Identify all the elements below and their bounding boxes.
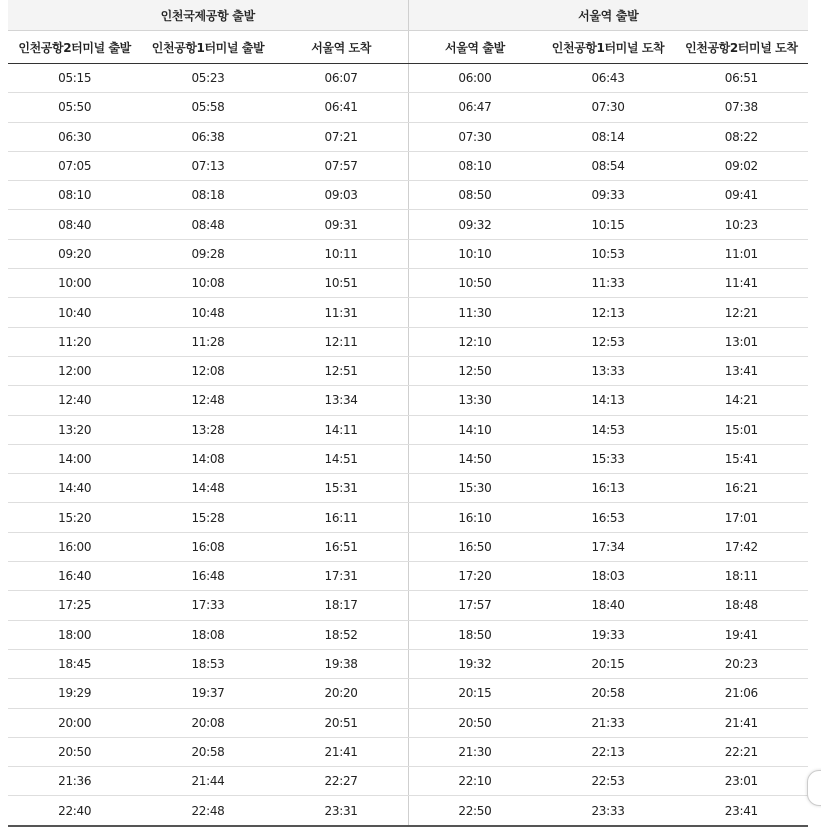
table-row	[8, 532, 808, 561]
time-cell-seoul-depart: 19:32	[408, 649, 541, 678]
time-cell-t2-arrival: 16:21	[675, 474, 808, 503]
time-cell-t2-arrival: 15:01	[675, 415, 808, 444]
time-cell-t1-arrival: 11:33	[541, 269, 674, 298]
time-cell-seoul-depart: 17:20	[408, 562, 541, 591]
time-cell-seoul-depart: 21:30	[408, 737, 541, 766]
table-row	[8, 796, 808, 826]
time-cell-t1-departure: 10:48	[141, 298, 274, 327]
time-cell-t1-arrival: 14:13	[541, 386, 674, 415]
time-cell-seoul-depart: 14:10	[408, 415, 541, 444]
time-cell-t1-arrival: 12:13	[541, 298, 674, 327]
time-cell-t2-departure: 05:15	[8, 64, 141, 93]
time-cell-t1-departure: 15:28	[141, 503, 274, 532]
time-cell-t1-departure: 09:28	[141, 239, 274, 268]
time-cell-t1-departure: 10:08	[141, 269, 274, 298]
time-cell-seoul-depart: 10:10	[408, 239, 541, 268]
time-cell-t2-departure: 16:40	[8, 562, 141, 591]
time-cell-t2-arrival: 13:41	[675, 356, 808, 385]
time-cell-t2-arrival: 09:02	[675, 151, 808, 180]
time-cell-seoul-arrival: 09:03	[275, 181, 408, 210]
time-cell-seoul-depart: 10:50	[408, 269, 541, 298]
time-cell-seoul-arrival: 07:57	[275, 151, 408, 180]
time-cell-seoul-arrival: 09:31	[275, 210, 408, 239]
time-cell-seoul-arrival: 12:11	[275, 327, 408, 356]
time-cell-t1-departure: 22:48	[191, 803, 225, 818]
time-cell-seoul-arrival: 10:51	[275, 269, 408, 298]
time-cell-t2-arrival: 12:21	[675, 298, 808, 327]
time-cell-seoul-arrival: 14:11	[275, 415, 408, 444]
time-cell-t1-departure: 11:28	[141, 327, 274, 356]
time-cell-seoul-arrival: 20:20	[275, 679, 408, 708]
time-cell-t1-departure: 18:08	[141, 620, 274, 649]
time-cell-t2-arrival: 09:41	[675, 181, 808, 210]
time-cell-t2-departure: 12:40	[8, 386, 141, 415]
time-cell-t2-departure: 21:36	[8, 767, 141, 796]
time-cell-seoul-depart: 07:30	[408, 122, 541, 151]
time-cell-seoul-arrival: 12:51	[275, 356, 408, 385]
time-cell-t2-departure: 08:40	[8, 210, 141, 239]
table-row	[8, 708, 808, 737]
floating-scroll-button[interactable]	[807, 770, 821, 806]
time-cell-t2-departure: 19:29	[8, 679, 141, 708]
time-cell-t1-arrival: 14:53	[541, 415, 674, 444]
time-cell-t2-arrival: 23:41	[724, 803, 758, 818]
time-cell-t1-arrival: 07:30	[541, 93, 674, 122]
time-cell-seoul-arrival: 17:31	[275, 562, 408, 591]
time-cell-seoul-arrival: 22:27	[275, 767, 408, 796]
time-cell-t2-departure: 10:40	[8, 298, 141, 327]
timetable-header	[8, 0, 808, 64]
time-cell-t1-arrival: 17:34	[541, 532, 674, 561]
time-cell-t2-arrival: 22:21	[675, 737, 808, 766]
table-row	[8, 767, 808, 796]
column-header-seoul-depart: 서울역 출발	[408, 31, 541, 64]
time-cell-t1-arrival: 18:03	[541, 562, 674, 591]
table-row	[8, 503, 808, 532]
time-cell-t1-arrival: 21:33	[541, 708, 674, 737]
time-cell-seoul-depart: 17:57	[408, 591, 541, 620]
time-cell-seoul-depart: 09:32	[408, 210, 541, 239]
time-cell-t1-arrival: 20:15	[541, 649, 674, 678]
time-cell-t1-arrival: 10:53	[541, 239, 674, 268]
time-cell-seoul-arrival: 16:11	[275, 503, 408, 532]
time-cell-t1-arrival: 10:15	[541, 210, 674, 239]
time-cell-t1-departure: 14:08	[141, 444, 274, 473]
time-cell-t1-departure: 20:08	[141, 708, 274, 737]
time-cell-seoul-depart: 08:50	[408, 181, 541, 210]
time-cell-t2-arrival: 19:41	[675, 620, 808, 649]
time-cell-t2-departure: 05:50	[8, 93, 141, 122]
table-row	[8, 649, 808, 678]
time-cell-t1-arrival: 22:53	[541, 767, 674, 796]
time-cell-t2-departure: 12:00	[8, 356, 141, 385]
time-cell-t2-arrival: 07:38	[675, 93, 808, 122]
time-cell-seoul-arrival: 13:34	[275, 386, 408, 415]
time-cell-t2-departure: 13:20	[8, 415, 141, 444]
time-cell-seoul-arrival: 16:51	[275, 532, 408, 561]
time-cell-t2-arrival: 11:41	[675, 269, 808, 298]
time-cell-t2-departure: 07:05	[8, 151, 141, 180]
time-cell-t2-departure: 20:00	[8, 708, 141, 737]
time-cell-seoul-depart: 06:47	[408, 93, 541, 122]
time-cell-t1-arrival: 09:33	[541, 181, 674, 210]
table-row	[8, 620, 808, 649]
time-cell-t1-departure: 05:58	[141, 93, 274, 122]
time-cell-seoul-depart: 15:30	[408, 474, 541, 503]
time-cell-t1-departure: 16:08	[141, 532, 274, 561]
time-cell-seoul-depart: 16:10	[408, 503, 541, 532]
table-row	[8, 327, 808, 356]
time-cell-seoul-depart: 16:50	[408, 532, 541, 561]
time-cell-seoul-depart: 22:10	[408, 767, 541, 796]
time-cell-t2-departure: 22:40	[58, 803, 92, 818]
table-row	[8, 386, 808, 415]
time-cell-t1-arrival: 16:53	[541, 503, 674, 532]
time-cell-t2-arrival: 20:23	[675, 649, 808, 678]
time-cell-t1-departure: 13:28	[141, 415, 274, 444]
time-cell-t2-arrival: 13:01	[675, 327, 808, 356]
column-header-t2-arrival: 인천공항2터미널 도착	[675, 31, 808, 64]
table-row	[8, 181, 808, 210]
time-cell-t2-arrival: 14:21	[675, 386, 808, 415]
time-cell-seoul-depart: 18:50	[408, 620, 541, 649]
time-cell-t2-departure: 11:20	[8, 327, 141, 356]
time-cell-t1-arrival: 20:58	[541, 679, 674, 708]
time-cell-t1-departure: 06:38	[141, 122, 274, 151]
time-cell-t1-arrival: 18:40	[541, 591, 674, 620]
time-cell-seoul-arrival: 21:41	[275, 737, 408, 766]
time-cell-seoul-depart: 08:10	[408, 151, 541, 180]
time-cell-t2-arrival: 21:06	[675, 679, 808, 708]
time-cell-seoul-arrival: 06:41	[275, 93, 408, 122]
time-cell-t1-arrival: 15:33	[541, 444, 674, 473]
time-cell-t2-arrival: 17:42	[675, 532, 808, 561]
time-cell-t2-departure: 14:40	[8, 474, 141, 503]
time-cell-seoul-arrival: 20:51	[275, 708, 408, 737]
table-row	[8, 239, 808, 268]
time-cell-t2-departure: 15:20	[8, 503, 141, 532]
time-cell-seoul-depart: 12:50	[408, 356, 541, 385]
table-row	[8, 415, 808, 444]
time-cell-t2-departure: 18:45	[8, 649, 141, 678]
table-row	[8, 444, 808, 473]
time-cell-t1-departure: 21:44	[141, 767, 274, 796]
time-cell-seoul-arrival: 15:31	[275, 474, 408, 503]
time-cell-t2-arrival: 18:11	[675, 562, 808, 591]
column-header-row	[8, 31, 808, 64]
group-header-seoul-departure: 서울역 출발	[408, 0, 808, 31]
time-cell-t2-departure: 20:50	[8, 737, 141, 766]
time-cell-t2-arrival: 11:01	[675, 239, 808, 268]
time-cell-t2-departure: 14:00	[8, 444, 141, 473]
time-cell-t2-departure: 06:30	[8, 122, 141, 151]
time-cell-t1-arrival: 22:13	[541, 737, 674, 766]
time-cell-t1-arrival: 16:13	[541, 474, 674, 503]
time-cell-t1-departure: 08:48	[141, 210, 274, 239]
time-cell-t2-arrival: 18:48	[675, 591, 808, 620]
table-row	[8, 151, 808, 180]
time-cell-t2-arrival: 08:22	[675, 122, 808, 151]
time-cell-seoul-arrival: 10:11	[275, 239, 408, 268]
time-cell-t2-departure: 18:00	[8, 620, 141, 649]
time-cell-seoul-arrival: 07:21	[275, 122, 408, 151]
table-row	[8, 474, 808, 503]
column-header-t2-departure: 인천공항2터미널 출발	[8, 31, 141, 64]
time-cell-t2-departure: 16:00	[8, 532, 141, 561]
time-cell-t1-departure: 18:53	[141, 649, 274, 678]
table-row	[8, 64, 808, 93]
time-cell-t1-departure: 19:37	[141, 679, 274, 708]
time-cell-t2-arrival: 17:01	[675, 503, 808, 532]
group-header-row	[8, 0, 808, 31]
time-cell-t2-departure: 10:00	[8, 269, 141, 298]
time-cell-t1-departure: 14:48	[141, 474, 274, 503]
time-cell-t1-departure: 16:48	[141, 562, 274, 591]
table-row	[8, 737, 808, 766]
time-cell-t2-arrival: 15:41	[675, 444, 808, 473]
table-row	[8, 562, 808, 591]
timetable-body	[8, 64, 808, 826]
time-cell-t1-arrival: 08:14	[541, 122, 674, 151]
table-row	[8, 269, 808, 298]
time-cell-t1-departure: 17:33	[141, 591, 274, 620]
time-cell-t1-arrival: 23:33	[591, 803, 625, 818]
time-cell-t1-arrival: 08:54	[541, 151, 674, 180]
time-cell-t1-arrival: 12:53	[541, 327, 674, 356]
time-cell-t1-arrival: 06:43	[541, 64, 674, 93]
timetable-container	[8, 0, 808, 827]
column-header-seoul-arrival: 서울역 도착	[275, 31, 408, 64]
time-cell-t1-departure: 20:58	[141, 737, 274, 766]
train-timetable	[8, 0, 808, 827]
time-cell-t2-arrival: 10:23	[675, 210, 808, 239]
time-cell-seoul-depart: 20:15	[408, 679, 541, 708]
table-row	[8, 210, 808, 239]
time-cell-t2-departure: 09:20	[8, 239, 141, 268]
time-cell-t2-arrival: 06:51	[675, 64, 808, 93]
time-cell-seoul-depart: 12:10	[408, 327, 541, 356]
time-cell-seoul-arrival: 18:17	[275, 591, 408, 620]
table-row	[8, 591, 808, 620]
time-cell-t2-departure: 08:10	[8, 181, 141, 210]
time-cell-seoul-depart: 06:00	[408, 64, 541, 93]
time-cell-t1-arrival: 19:33	[541, 620, 674, 649]
column-header-t1-arrival: 인천공항1터미널 도착	[541, 31, 674, 64]
time-cell-t1-arrival: 13:33	[541, 356, 674, 385]
time-cell-t2-arrival: 23:01	[675, 767, 808, 796]
time-cell-seoul-arrival: 06:07	[275, 64, 408, 93]
time-cell-seoul-depart: 20:50	[408, 708, 541, 737]
time-cell-seoul-depart: 22:50	[408, 796, 541, 826]
table-row	[8, 122, 808, 151]
table-row	[8, 679, 808, 708]
time-cell-seoul-arrival: 19:38	[275, 649, 408, 678]
time-cell-t1-departure: 08:18	[141, 181, 274, 210]
time-cell-seoul-arrival: 14:51	[275, 444, 408, 473]
time-cell-t1-departure: 12:48	[141, 386, 274, 415]
table-row	[8, 298, 808, 327]
time-cell-seoul-depart: 11:30	[408, 298, 541, 327]
table-row	[8, 356, 808, 385]
time-cell-seoul-arrival: 23:31	[324, 803, 358, 818]
table-row	[8, 93, 808, 122]
time-cell-t1-departure: 07:13	[141, 151, 274, 180]
time-cell-seoul-depart: 14:50	[408, 444, 541, 473]
time-cell-seoul-arrival: 18:52	[275, 620, 408, 649]
time-cell-t1-departure: 05:23	[141, 64, 274, 93]
time-cell-seoul-arrival: 11:31	[275, 298, 408, 327]
group-header-incheon-departure: 인천국제공항 출발	[8, 0, 408, 31]
column-header-t1-departure: 인천공항1터미널 출발	[141, 31, 274, 64]
time-cell-t2-arrival: 21:41	[675, 708, 808, 737]
time-cell-t2-departure: 17:25	[8, 591, 141, 620]
time-cell-t1-departure: 12:08	[141, 356, 274, 385]
time-cell-seoul-depart: 13:30	[408, 386, 541, 415]
